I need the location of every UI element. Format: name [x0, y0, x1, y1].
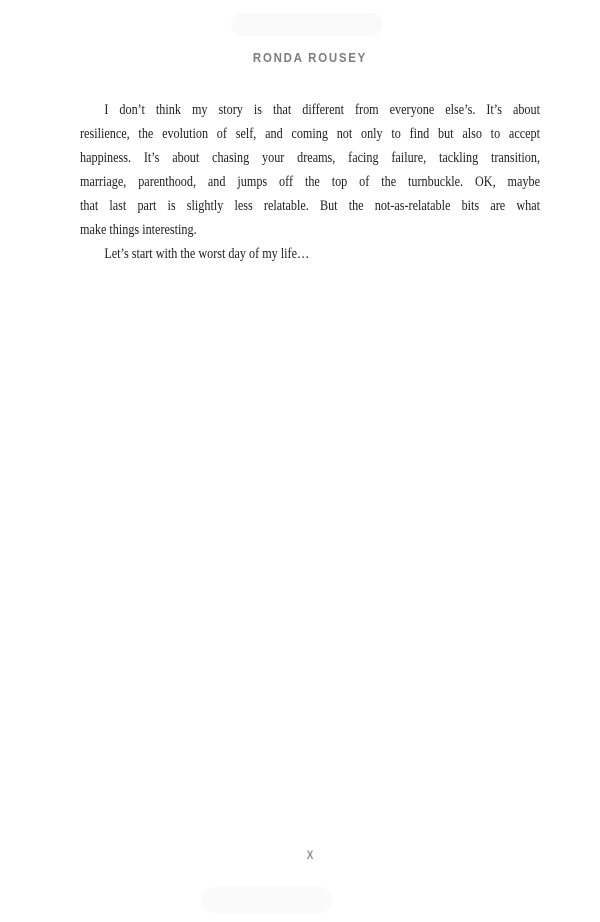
- text-line: that last part is slightly less relatable. But the not-as-relatable bits are what: [80, 198, 540, 214]
- text-line: make things interesting.: [80, 222, 197, 238]
- faded-watermark-top: [231, 13, 382, 36]
- text-line: marriage, parenthood, and jumps off the top of the turnbuckle. OK, maybe: [80, 174, 540, 190]
- faded-watermark-bottom: [202, 887, 332, 913]
- text-line: I don’t think my story is that different from everyone else’s. It’s about: [104, 102, 540, 118]
- page-number: X: [306, 848, 314, 862]
- text-line: Let’s start with the worst day of my life…: [104, 246, 310, 262]
- running-header: RONDA ROUSEY: [252, 50, 368, 65]
- body-text: [80, 98, 540, 266]
- text-line: resilience, the evolution of self, and coming not only to find but also to accept: [80, 126, 540, 142]
- text-line: happiness. It’s about chasing your dreams, facing failure, tackling transition,: [80, 150, 540, 166]
